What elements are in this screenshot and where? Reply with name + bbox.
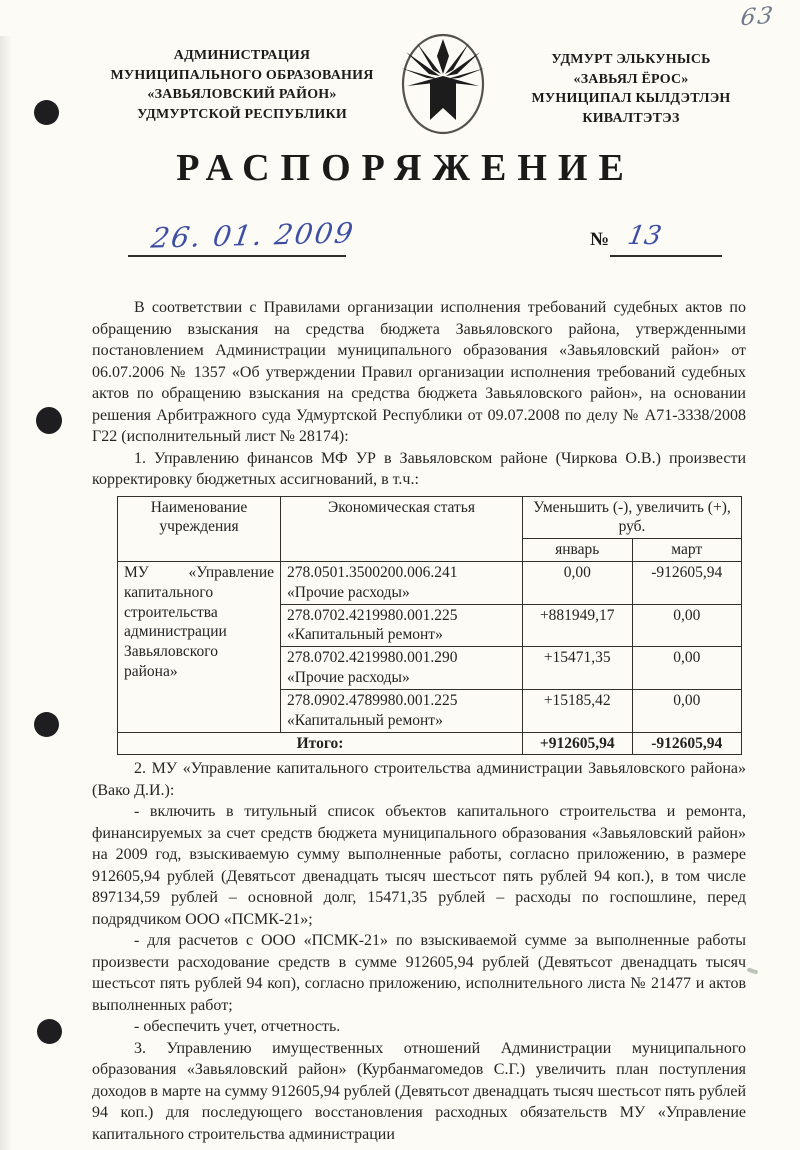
march-value: 0,00 <box>632 604 742 647</box>
letterhead-org-udmurt <box>500 50 762 128</box>
number-sign-label: № <box>590 229 610 250</box>
total-label: Итого: <box>118 732 523 755</box>
paragraph-item-2-sub-a: - включить в титульный список объектов капитального строительства и ремонта, финансируемых за счет средств бюджета муниципального образования «Завьяловский район» на 2009 год, взыскиваемую сумму выполненные работы, согласно приложению, в размере 912605,94 рублей (Девятьсот двенадцать тысяч шестьсот пять рублей 94 коп.), в том числе 897134,59 рублей – основной долг, 15471,35 рублей – расходы по госпошлине, перед подрядчиком ООО «ПСМК-21»; <box>92 803 746 928</box>
letterhead-org-russian <box>80 46 404 124</box>
document-title: РАСПОРЯЖЕНИЕ <box>176 147 635 189</box>
col-header-economic-article: Экономическая статья <box>281 496 523 561</box>
col-header-institution: Наименование учреждения <box>118 496 281 561</box>
scan-edge-shadow <box>0 36 12 1150</box>
date-underline <box>128 255 346 257</box>
total-january: +912605,94 <box>523 732 633 755</box>
january-value: +881949,17 <box>523 604 633 647</box>
article-cell <box>281 604 523 647</box>
table-header-row <box>118 496 742 539</box>
handwritten-page-number: 63 <box>738 2 776 32</box>
number-underline <box>610 255 722 257</box>
article-name: «Капитальный ремонт» <box>287 711 443 729</box>
udmurt-district-emblem-icon <box>393 30 493 142</box>
org-line: УДМУРТСКОЙ РЕСПУБЛИКИ <box>137 106 347 122</box>
paragraph-item-2-sub-b: - для расчетов с ООО «ПСМК-21» по взыскиваемой сумме за выполненные работы произвести расходование средств в сумме 912605,94 рублей (Девятьсот двенадцать тысяч шестьсот пять рублей 94 коп), согласно приложению, исполнительного листа № 21477 и актов выполненных работ; <box>92 932 746 1014</box>
march-value: 0,00 <box>632 647 742 690</box>
article-code: 278.0702.4219980.001.290 <box>287 649 458 667</box>
col-header-january: январь <box>523 539 633 562</box>
punch-hole-dot <box>36 407 62 434</box>
article-code: 278.0702.4219980.001.225 <box>287 606 458 624</box>
org-line: «ЗАВЬЯЛ ЁРОС» <box>573 71 689 87</box>
paragraph-intro: В соответствии с Правилами организации исполнения требований судебных актов по обращению взыскания на средства бюджета Завьяловского района, утвержденными постановлением Администрации муниципального образования «Завьяловский район» от 06.07.2006 № 1357 «Об утверждении Правил организации исполнения требований судебных актов по обращению взыскания на средства бюджета Завьяловского район», на основании решения Арбитражного суда Удмуртской Республики от 09.07.2008 по делу № А71-3338/2008 Г22 (исполнительный лист № 28174): <box>92 299 746 445</box>
col-header-march: март <box>632 539 742 562</box>
paragraph-item-2-sub-c: - обеспечить учет, отчетность. <box>134 1018 341 1036</box>
article-code: 278.0902.4789980.001.225 <box>287 691 458 709</box>
handwritten-document-number: 13 <box>625 221 664 251</box>
org-line: «ЗАВЬЯЛОВСКИЙ РАЙОН» <box>147 87 337 102</box>
punch-hole-dot <box>37 1019 62 1044</box>
table-row <box>118 561 742 604</box>
handwritten-date: 26. 01. 2009 <box>149 216 358 255</box>
budget-adjustment-table <box>117 496 742 756</box>
article-cell <box>281 561 523 604</box>
paragraph-item-3: 3. Управлению имущественных отношений Администрации муниципального образования «Завьяловский район» (Курбанмагомедов С.Г.) увеличить план поступления доходов в марте на сумму 912605,94 рублей (Девятьсот двенадцать тысяч шестьсот пять рублей 94 коп.) для последующего восстановления расходных обязательств МУ «Управление капитального строительства администрации <box>92 1039 746 1143</box>
pen-mark <box>747 967 759 974</box>
col-header-change: Уменьшить (-), увеличить (+), руб. <box>523 496 742 539</box>
article-code: 278.0501.3500200.006.241 <box>287 563 458 581</box>
article-cell <box>281 689 523 732</box>
article-name: «Прочие расходы» <box>287 583 410 601</box>
institution-cell: МУ «Управление капитального строительства администрации Завьяловского района» <box>118 561 281 732</box>
article-name: «Прочие расходы» <box>287 669 410 687</box>
org-line: КИВАЛТЭТЭЗ <box>582 110 680 126</box>
article-name: «Капитальный ремонт» <box>287 626 443 644</box>
table-total-row <box>118 732 742 755</box>
paragraph-item-1: 1. Управлению финансов МФ УР в Завьяловском районе (Чиркова О.В.) произвести корректировку бюджетных ассигнований, в т.ч.: <box>92 449 746 488</box>
punch-hole-dot <box>34 712 59 737</box>
document-body <box>92 297 746 1145</box>
punch-hole-dot <box>34 100 59 125</box>
march-value: 0,00 <box>632 689 742 732</box>
january-value: 0,00 <box>523 561 633 604</box>
paragraph-item-2: 2. МУ «Управление капитального строительства администрации Завьяловского района» (Вако Д.И.): <box>92 760 746 799</box>
january-value: +15471,35 <box>523 647 633 690</box>
org-line: АДМИНИСТРАЦИЯ <box>173 48 311 63</box>
total-march: -912605,94 <box>632 732 742 755</box>
org-line: МУНИЦИПАЛЬНОГО ОБРАЗОВАНИЯ <box>110 67 374 83</box>
january-value: +15185,42 <box>523 689 633 732</box>
march-value: -912605,94 <box>632 561 742 604</box>
org-line: УДМУРТ ЭЛЬКУНЫСЬ <box>551 52 711 67</box>
article-cell <box>281 647 523 690</box>
org-line: МУНИЦИПАЛ КЫЛДЭТЛЭН <box>531 91 731 106</box>
